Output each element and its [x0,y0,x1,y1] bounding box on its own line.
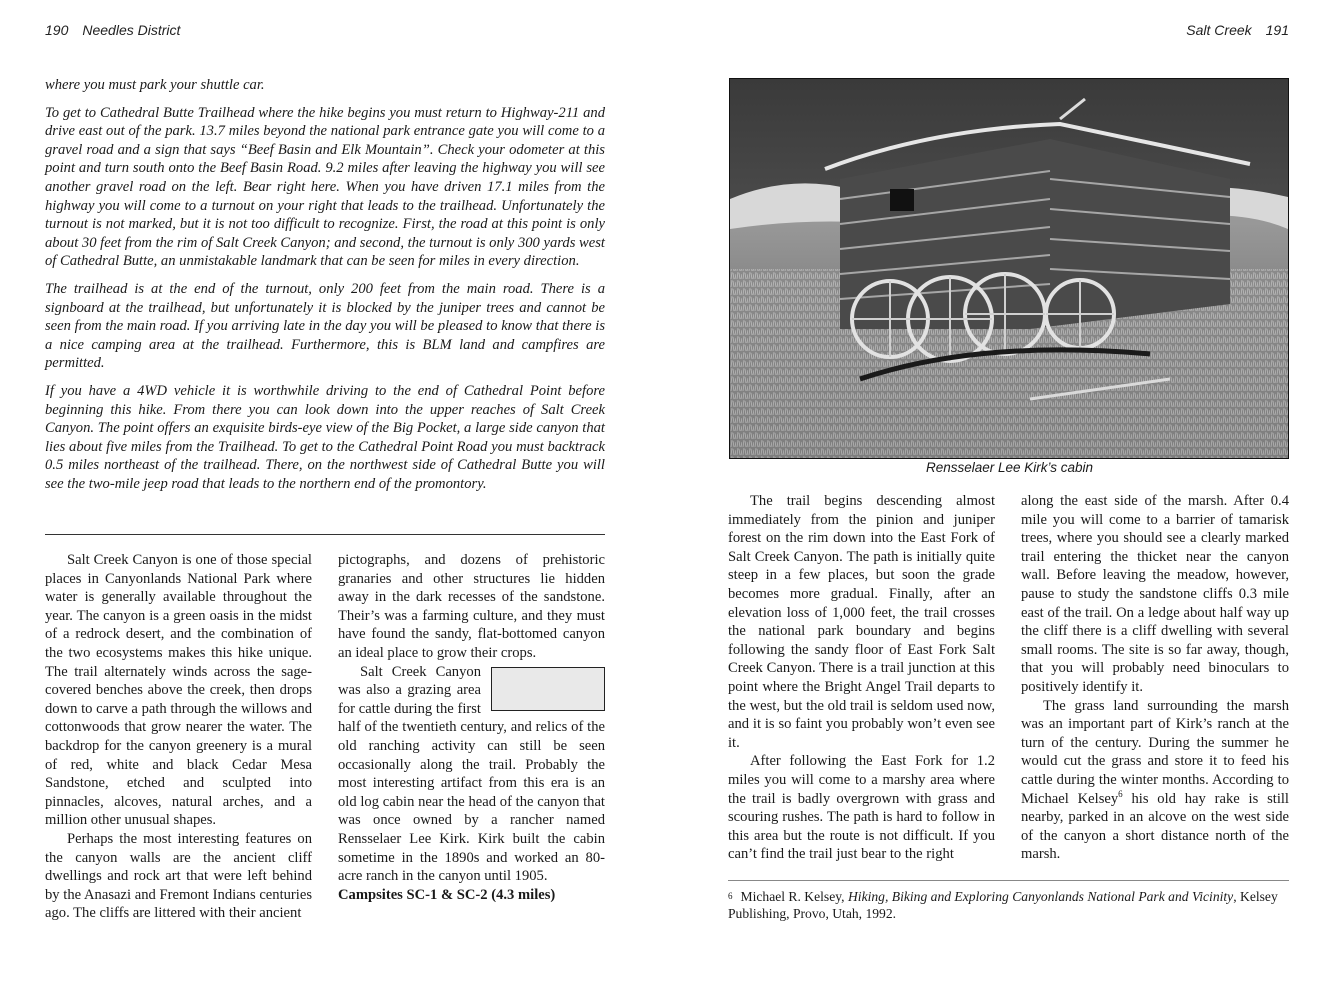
campsite-subhead: Campsites SC-1 & SC-2 (4.3 miles) [338,886,556,903]
footnote [728,888,1289,922]
body-paragraph: pictographs, and dozens of prehistoric granaries and other structures lie hidden away in the dark recesses of the sandstone. Their’s was a farming culture, and they must have found the sandy, flat-bottomed canyon an ideal place to grow their crops. [338,552,605,661]
footnote-author: Michael R. Kelsey, [740,889,848,904]
left-running-title: Needles District [82,22,181,38]
intro-directions [45,76,605,502]
right-page [667,0,1333,1000]
body-paragraph-text: The grass land surrounding the marsh was an important part of Kirk’s ranch at the turn of the century. During the summer he would cut the grass and store it to feed his cattle during the winter months. According to Michael Kelsey [1021,697,1289,807]
body-paragraph: along the east side of the marsh. After 0.4 mile you will come to a barrier of tamarisk trees, where you should see a clearly marked trail entering the thicket near the canyon wall. Before leaving the meadow, however, pause to study the sandstone cliffs 0.3 mile east of the trail. On a ledge about half way up the cliff there is a cliff dwelling with several small rooms. The site is so far away, though, that you will probably need binoculars to positively identify it. [1021,493,1289,695]
section-divider [45,534,605,535]
body-paragraph [1021,697,1289,864]
text-column-2 [338,551,605,904]
left-page-number: 190 [45,22,69,38]
footnote-title: Hiking, Biking and Exploring Canyonlands National Park and Vicinity [847,889,1234,904]
right-page-number: 191 [1265,22,1289,38]
footnote-mark: 6 [728,891,733,901]
left-page [0,0,666,1000]
placeholder-inset-box [491,667,605,711]
body-paragraph [338,663,605,886]
footnote-divider [728,880,1289,881]
cabin-photo-illustration [730,79,1288,458]
cabin-photo [729,78,1289,459]
body-paragraph: The trail begins descending almost immediately from the pinion and juniper forest on the rim down into the East Fork of Salt Creek Canyon. The path is initially quite steep in a few places, but soon the grade becomes more gradual. Finally, after an elevation loss of 1,000 feet, the trail crosses the national park boundary and begins following the sandy floor of East Fork Salt Creek Canyon. There is a trail junction at this point where the Bright Angel Trail departs to the west, but the old trail is seldom used now, and it is so faint you probably won’t even see it. [728,493,995,751]
left-running-head [45,22,180,38]
intro-paragraph: The trailhead is at the end of the turnout, only 200 feet from the main road. There is a signboard at the trailhead, but unfortunately it is blocked by the juniper trees and cannot be seen from the main road. If you arriving late in the day you will be pleased to know that there is a nice camping area at the trailhead. Furthermore, this is BLM land and campfires are permitted. [45,280,605,372]
photo-caption: Rensselaer Lee Kirk’s cabin [925,460,1094,475]
intro-paragraph: where you must park your shuttle car. [45,77,265,93]
body-paragraph: Perhaps the most interesting features on the canyon walls are the ancient cliff dwellings and rock art that were left behind by the Anasazi and Fremont Indians centuries ago. The cliffs are littered with their ancient [45,830,312,922]
right-running-title: Salt Creek [1186,22,1252,38]
body-paragraph: After following the East Fork for 1.2 miles you will come to a marshy area where the trail is badly overgrown with grass and scouring rushes. The path is hard to follow in this area but the route is not difficult. If you can’t find the trail just bear to the right [728,753,995,863]
text-column-1 [45,551,312,923]
body-paragraph: Salt Creek Canyon is one of those special places in Canyonlands National Park where water is generally available throughout the year. The canyon is a green oasis in the midst of a redrock desert, and the combination of the two ecosystems makes this hike unique. The trail alternately winds across the sage-covered benches above the creek, then drops down to carve a path through the willows and cottonwoods that grow nearer the water. The backdrop for the canyon greenery is a mural of red, white and black Cedar Mesa Sandstone, etched and sculpted into pinnacles, alcoves, natural arches, and a million other unusual shapes. [45,552,312,829]
intro-paragraph: If you have a 4WD vehicle it is worthwhile driving to the end of Cathedral Point before beginning this hike. From there you can look down into the upper reaches of Salt Creek Canyon. The point offers an exquisite birds-eye view of the Big Pocket, a large side canyon that lies about five miles from the Trailhead. To get to the Cathedral Point Road you must backtrack 0.5 miles northeast of the trailhead. There, on the northwest side of Cathedral Butte you will see the two-mile jeep road that leads to the northern end of the promontory. [45,382,605,492]
body-paragraph-text: his old hay rake is still nearby, parked in an alcove on the west side of the canyon a short distance north of the marsh. [1021,790,1289,863]
right-running-head [1186,22,1289,38]
text-column-4 [1021,492,1289,864]
text-column-3 [728,492,995,864]
body-paragraph-text: Salt Creek Canyon was also a grazing area for cattle during the first half of the twentieth century, and relics of the old ranching activity can still be seen occasionally along the trail. Probably the most interesting artifact from this era is an old log cabin near the head of the canyon that was once owned by a rancher named Rensselaer Lee Kirk. Kirk built the cabin sometime in the 1890s and worked an 80-acre ranch in the canyon until 1905. [338,663,605,885]
footnote-rest: , Kelsey Publishing, Provo, Utah, 1992. [728,889,1278,921]
footnote-reference[interactable]: 6 [1118,788,1123,799]
intro-paragraph: To get to Cathedral Butte Trailhead where the hike begins you must return to Highway-211 and drive east out of the park. 13.7 miles beyond the national park entrance gate you will come to a gravel road and a sign that says “Beef Basin and Elk Mountain”. Check your odometer at this point and turn south onto the Beef Basin Road. 9.2 miles after leaving the highway you will see another gravel road on the left. Bear right here. When you have driven 17.1 miles from the highway you will come to a turnout on your right that leads to the trailhead. Unfortunately the turnout is not marked, but it is not too difficult to recognize. First, the road at this point is only about 30 feet from the rim of Salt Creek Canyon; and second, the turnout is only 300 yards west of Cathedral Butte, an unmistakable landmark that can be seen for miles in every direction. [45,104,605,270]
